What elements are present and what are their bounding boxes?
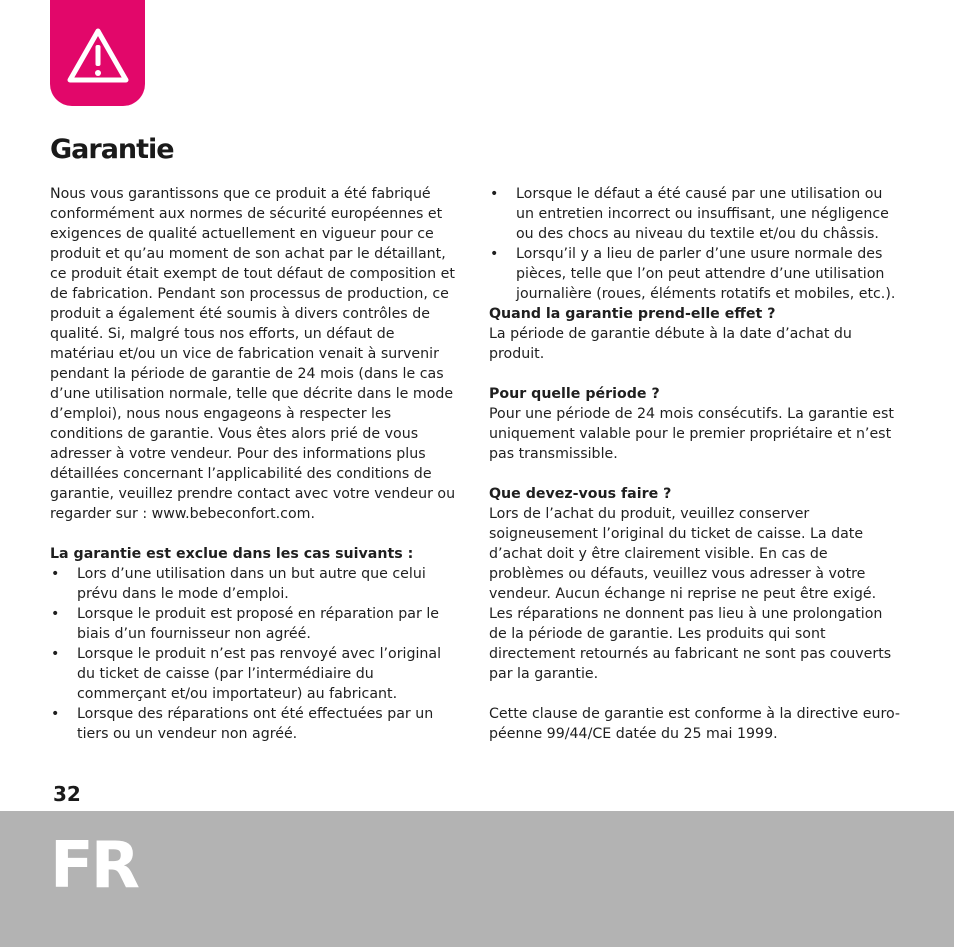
list-item: • Lorsque des réparations ont été effectuées par un tiers ou un vendeur non agréé. xyxy=(50,704,462,744)
list-item: • Lorsque le produit est proposé en réparation par le biais d’un fournisseur non agréé. xyxy=(50,604,462,644)
exclusions-list xyxy=(50,564,462,744)
when-text: La période de garantie débute à la date d’achat du produit. xyxy=(489,326,852,362)
footer-band xyxy=(0,811,954,947)
intro-paragraph: Nous vous garantissons que ce produit a été fabriqué conformément aux normes de sécurité européennes et exigences de qualité actuellement en vigueur pour ce produit et qu’au moment de son achat par le détaillant, ce produit était exempt de tout défaut de composition et de fabrication. Pendant son processus de production, ce produit a également été soumis à divers contrôles de qualité. Si, malgré tous nos efforts, un défaut de matériau et/ou un vice de fabrication venait à survenir pendant la période de garantie de 24 mois (dans le cas d’une utilisation normale, telle que décrite dans le mode d’emploi), nous nous engageons à respecter les conditions de garantie. Vous êtes alors prié de vous adresser à votre vendeur. Pour des informations plus détaillées concernant l’applicabilité des conditions de garantie, veuillez prendre contact avec votre vendeur ou regarder sur : www.bebeconfort.com. xyxy=(50,186,456,522)
page-number: 32 xyxy=(53,782,81,806)
warning-tab xyxy=(50,0,145,106)
list-item: • Lors d’une utilisation dans un but autre que celui prévu dans le mode d’emploi. xyxy=(50,564,462,604)
left-column xyxy=(50,184,462,744)
warning-triangle-icon xyxy=(67,28,129,84)
page-title: Garantie xyxy=(50,134,174,165)
period-text: Pour une période de 24 mois consécutifs. La garantie est uniquement valable pour le premier propriétaire et n’est pas transmissible. xyxy=(489,406,894,462)
language-code: FR xyxy=(50,829,137,903)
list-item: • Lorsqu’il y a lieu de parler d’une usure normale des pièces, telle que l’on peut attendre d’une utilisation journalière (roues, éléments rotatifs et mobiles, etc.). xyxy=(489,244,901,304)
period-heading: Pour quelle période ? xyxy=(489,386,660,402)
exclusions-list-continued xyxy=(489,184,901,304)
exclusions-heading: La garantie est exclue dans les cas suivants : xyxy=(50,546,414,562)
when-heading: Quand la garantie prend-elle effet ? xyxy=(489,306,776,322)
todo-heading: Que devez-vous faire ? xyxy=(489,486,672,502)
list-item: • Lorsque le défaut a été causé par une utilisation ou un entretien incorrect ou insuffisant, une négligence ou des chocs au niveau du textile et/ou du châssis. xyxy=(489,184,901,244)
directive-text: Cette clause de garantie est conforme à la directive euro-péenne 99/44/CE datée du 25 mai 1999. xyxy=(489,706,901,742)
right-column xyxy=(489,184,901,744)
list-item: • Lorsque le produit n’est pas renvoyé avec l’original du ticket de caisse (par l’intermédiaire du commerçant et/ou importateur) au fabricant. xyxy=(50,644,462,704)
todo-text: Lors de l’achat du produit, veuillez conserver soigneusement l’original du ticket de caisse. La date d’achat doit y être clairement visible. En cas de problèmes ou défauts, veuillez vous adresser à votre vendeur. Aucun échange ni reprise ne peut être exigé. Les réparations ne donnent pas lieu à une prolongation de la période de garantie. Les produits qui sont directement retournés au fabricant ne sont pas couverts par la garantie. xyxy=(489,506,892,682)
